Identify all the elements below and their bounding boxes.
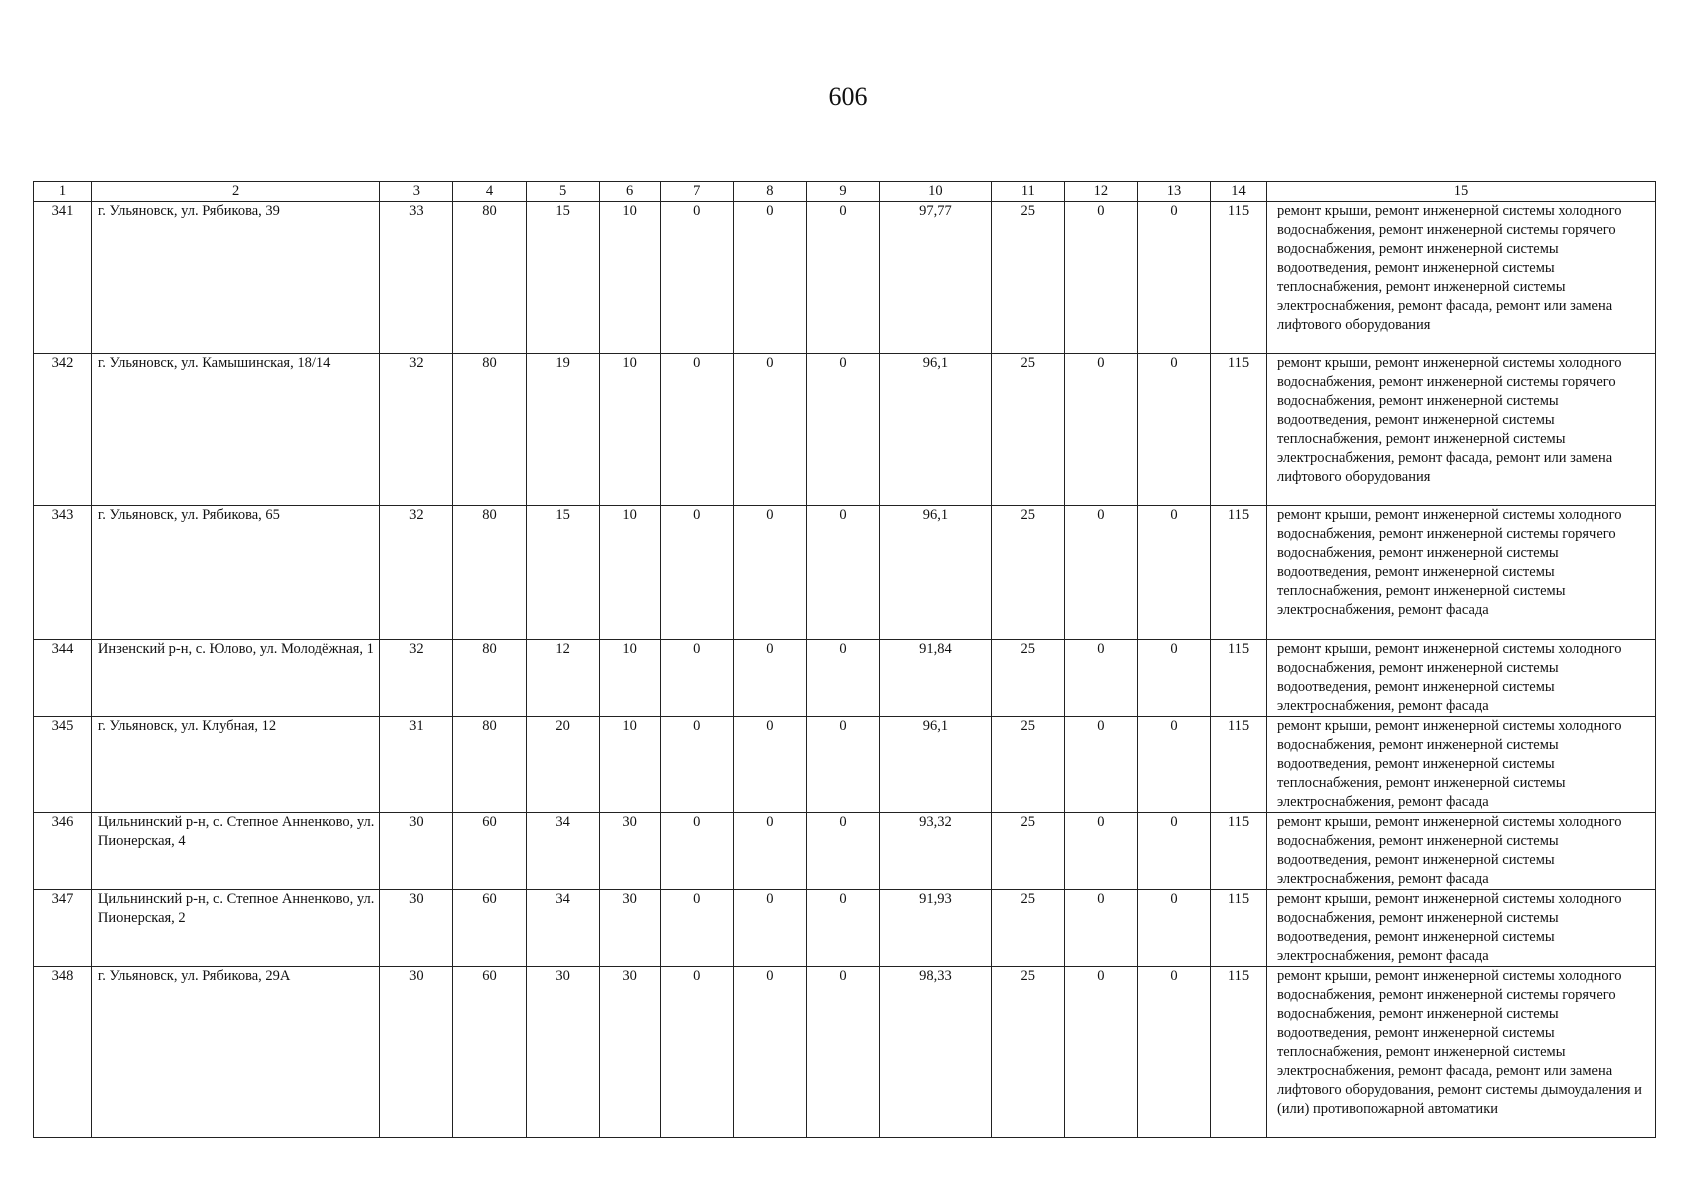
value-cell: 96,1 — [880, 717, 992, 813]
col-14-header: 14 — [1211, 182, 1267, 202]
works-cell: ремонт крыши, ремонт инженерной системы холодного водоснабжения, ремонт инженерной системы водоотведения, ремонт инженерной системы теплоснабжения, ремонт инженерной системы электроснабжения, ремонт фасада — [1266, 717, 1655, 813]
value-cell: 0 — [660, 640, 733, 717]
value-cell: 115 — [1211, 354, 1267, 506]
value-cell: 32 — [380, 640, 453, 717]
value-cell: 115 — [1211, 813, 1267, 890]
col-11-header: 11 — [991, 182, 1064, 202]
row-number: 342 — [34, 354, 92, 506]
value-cell: 0 — [733, 506, 806, 640]
row-number: 341 — [34, 202, 92, 354]
value-cell: 0 — [1137, 354, 1210, 506]
value-cell: 0 — [806, 717, 879, 813]
value-cell: 0 — [806, 967, 879, 1138]
value-cell: 0 — [1137, 967, 1210, 1138]
value-cell: 30 — [599, 890, 660, 967]
row-number: 345 — [34, 717, 92, 813]
value-cell: 30 — [380, 813, 453, 890]
value-cell: 0 — [1137, 813, 1210, 890]
address-cell: г. Ульяновск, ул. Рябикова, 39 — [91, 202, 379, 354]
value-cell: 15 — [526, 506, 599, 640]
table-row — [34, 890, 1656, 967]
row-number: 348 — [34, 967, 92, 1138]
value-cell: 0 — [660, 813, 733, 890]
value-cell: 60 — [453, 813, 526, 890]
col-12-header: 12 — [1064, 182, 1137, 202]
value-cell: 96,1 — [880, 354, 992, 506]
value-cell: 33 — [380, 202, 453, 354]
value-cell: 10 — [599, 717, 660, 813]
table-row — [34, 640, 1656, 717]
header-row — [34, 182, 1656, 202]
value-cell: 0 — [660, 717, 733, 813]
works-cell: ремонт крыши, ремонт инженерной системы холодного водоснабжения, ремонт инженерной системы водоотведения, ремонт инженерной системы электроснабжения, ремонт фасада — [1266, 640, 1655, 717]
value-cell: 0 — [1137, 640, 1210, 717]
value-cell: 115 — [1211, 967, 1267, 1138]
value-cell: 0 — [1137, 890, 1210, 967]
value-cell: 30 — [599, 813, 660, 890]
value-cell: 0 — [660, 202, 733, 354]
address-cell: Цильнинский р-н, с. Степное Анненково, ул. Пионерская, 2 — [91, 890, 379, 967]
value-cell: 25 — [991, 506, 1064, 640]
table-row — [34, 967, 1656, 1138]
col-1-header: 1 — [34, 182, 92, 202]
value-cell: 60 — [453, 890, 526, 967]
row-number: 344 — [34, 640, 92, 717]
value-cell: 34 — [526, 813, 599, 890]
value-cell: 0 — [733, 717, 806, 813]
value-cell: 12 — [526, 640, 599, 717]
value-cell: 30 — [380, 967, 453, 1138]
value-cell: 0 — [660, 890, 733, 967]
value-cell: 34 — [526, 890, 599, 967]
row-number: 346 — [34, 813, 92, 890]
value-cell: 93,32 — [880, 813, 992, 890]
value-cell: 96,1 — [880, 506, 992, 640]
value-cell: 0 — [1064, 640, 1137, 717]
value-cell: 10 — [599, 506, 660, 640]
value-cell: 0 — [733, 354, 806, 506]
value-cell: 115 — [1211, 717, 1267, 813]
table-row — [34, 202, 1656, 354]
col-10-header: 10 — [880, 182, 992, 202]
value-cell: 0 — [660, 506, 733, 640]
page-number: 606 — [828, 82, 868, 111]
value-cell: 0 — [1137, 202, 1210, 354]
col-5-header: 5 — [526, 182, 599, 202]
value-cell: 115 — [1211, 890, 1267, 967]
value-cell: 25 — [991, 717, 1064, 813]
value-cell: 0 — [806, 890, 879, 967]
value-cell: 25 — [991, 813, 1064, 890]
table-row — [34, 717, 1656, 813]
value-cell: 15 — [526, 202, 599, 354]
value-cell: 0 — [1137, 506, 1210, 640]
value-cell: 115 — [1211, 506, 1267, 640]
table-row — [34, 354, 1656, 506]
address-cell: г. Ульяновск, ул. Камышинская, 18/14 — [91, 354, 379, 506]
value-cell: 30 — [526, 967, 599, 1138]
value-cell: 25 — [991, 640, 1064, 717]
value-cell: 0 — [733, 640, 806, 717]
value-cell: 0 — [660, 354, 733, 506]
value-cell: 0 — [1064, 890, 1137, 967]
col-9-header: 9 — [806, 182, 879, 202]
value-cell: 80 — [453, 506, 526, 640]
value-cell: 0 — [733, 202, 806, 354]
works-cell: ремонт крыши, ремонт инженерной системы холодного водоснабжения, ремонт инженерной системы горячего водоснабжения, ремонт инженерной системы водоотведения, ремонт инженерной системы теплоснабжения, ремонт инженерной системы электроснабжения, ремонт фасада, ремонт или замена лифтового оборудования — [1266, 354, 1655, 506]
value-cell: 98,33 — [880, 967, 992, 1138]
works-cell: ремонт крыши, ремонт инженерной системы холодного водоснабжения, ремонт инженерной системы горячего водоснабжения, ремонт инженерной системы водоотведения, ремонт инженерной системы теплоснабжения, ремонт инженерной системы электроснабжения, ремонт фасада, ремонт или замена лифтового оборудования, ремонт системы дымоудаления и (или) противопожарной автоматики — [1266, 967, 1655, 1138]
value-cell: 0 — [806, 506, 879, 640]
value-cell: 115 — [1211, 202, 1267, 354]
value-cell: 31 — [380, 717, 453, 813]
works-cell: ремонт крыши, ремонт инженерной системы холодного водоснабжения, ремонт инженерной системы водоотведения, ремонт инженерной системы электроснабжения, ремонт фасада — [1266, 890, 1655, 967]
value-cell: 25 — [991, 354, 1064, 506]
value-cell: 10 — [599, 640, 660, 717]
value-cell: 32 — [380, 506, 453, 640]
col-3-header: 3 — [380, 182, 453, 202]
col-2-header: 2 — [91, 182, 379, 202]
value-cell: 0 — [1064, 967, 1137, 1138]
works-cell: ремонт крыши, ремонт инженерной системы холодного водоснабжения, ремонт инженерной системы водоотведения, ремонт инженерной системы электроснабжения, ремонт фасада — [1266, 813, 1655, 890]
value-cell: 60 — [453, 967, 526, 1138]
table-row — [34, 506, 1656, 640]
value-cell: 91,93 — [880, 890, 992, 967]
value-cell: 30 — [380, 890, 453, 967]
table-row — [34, 813, 1656, 890]
value-cell: 80 — [453, 640, 526, 717]
works-cell: ремонт крыши, ремонт инженерной системы холодного водоснабжения, ремонт инженерной системы горячего водоснабжения, ремонт инженерной системы водоотведения, ремонт инженерной системы теплоснабжения, ремонт инженерной системы электроснабжения, ремонт фасада, ремонт или замена лифтового оборудования — [1266, 202, 1655, 354]
value-cell: 19 — [526, 354, 599, 506]
address-cell: Инзенский р-н, с. Юлово, ул. Молодёжная, 1 — [91, 640, 379, 717]
value-cell: 0 — [806, 202, 879, 354]
address-cell: г. Ульяновск, ул. Клубная, 12 — [91, 717, 379, 813]
value-cell: 0 — [660, 967, 733, 1138]
value-cell: 0 — [1064, 813, 1137, 890]
col-4-header: 4 — [453, 182, 526, 202]
value-cell: 0 — [1064, 202, 1137, 354]
col-6-header: 6 — [599, 182, 660, 202]
value-cell: 0 — [1137, 717, 1210, 813]
value-cell: 25 — [991, 202, 1064, 354]
row-number: 347 — [34, 890, 92, 967]
value-cell: 80 — [453, 354, 526, 506]
address-cell: Цильнинский р-н, с. Степное Анненково, ул. Пионерская, 4 — [91, 813, 379, 890]
value-cell: 10 — [599, 202, 660, 354]
value-cell: 10 — [599, 354, 660, 506]
value-cell: 0 — [733, 890, 806, 967]
value-cell: 25 — [991, 890, 1064, 967]
col-7-header: 7 — [660, 182, 733, 202]
value-cell: 0 — [1064, 354, 1137, 506]
address-cell: г. Ульяновск, ул. Рябикова, 65 — [91, 506, 379, 640]
col-8-header: 8 — [733, 182, 806, 202]
col-15-header: 15 — [1266, 182, 1655, 202]
row-number: 343 — [34, 506, 92, 640]
value-cell: 115 — [1211, 640, 1267, 717]
value-cell: 0 — [733, 813, 806, 890]
value-cell: 32 — [380, 354, 453, 506]
value-cell: 0 — [1064, 717, 1137, 813]
address-cell: г. Ульяновск, ул. Рябикова, 29А — [91, 967, 379, 1138]
value-cell: 0 — [806, 354, 879, 506]
value-cell: 91,84 — [880, 640, 992, 717]
housing-register-table — [33, 181, 1656, 1138]
value-cell: 80 — [453, 202, 526, 354]
col-13-header: 13 — [1137, 182, 1210, 202]
value-cell: 30 — [599, 967, 660, 1138]
value-cell: 20 — [526, 717, 599, 813]
value-cell: 0 — [1064, 506, 1137, 640]
value-cell: 97,77 — [880, 202, 992, 354]
works-cell: ремонт крыши, ремонт инженерной системы холодного водоснабжения, ремонт инженерной системы горячего водоснабжения, ремонт инженерной системы водоотведения, ремонт инженерной системы теплоснабжения, ремонт инженерной системы электроснабжения, ремонт фасада — [1266, 506, 1655, 640]
value-cell: 80 — [453, 717, 526, 813]
value-cell: 25 — [991, 967, 1064, 1138]
value-cell: 0 — [733, 967, 806, 1138]
value-cell: 0 — [806, 813, 879, 890]
value-cell: 0 — [806, 640, 879, 717]
